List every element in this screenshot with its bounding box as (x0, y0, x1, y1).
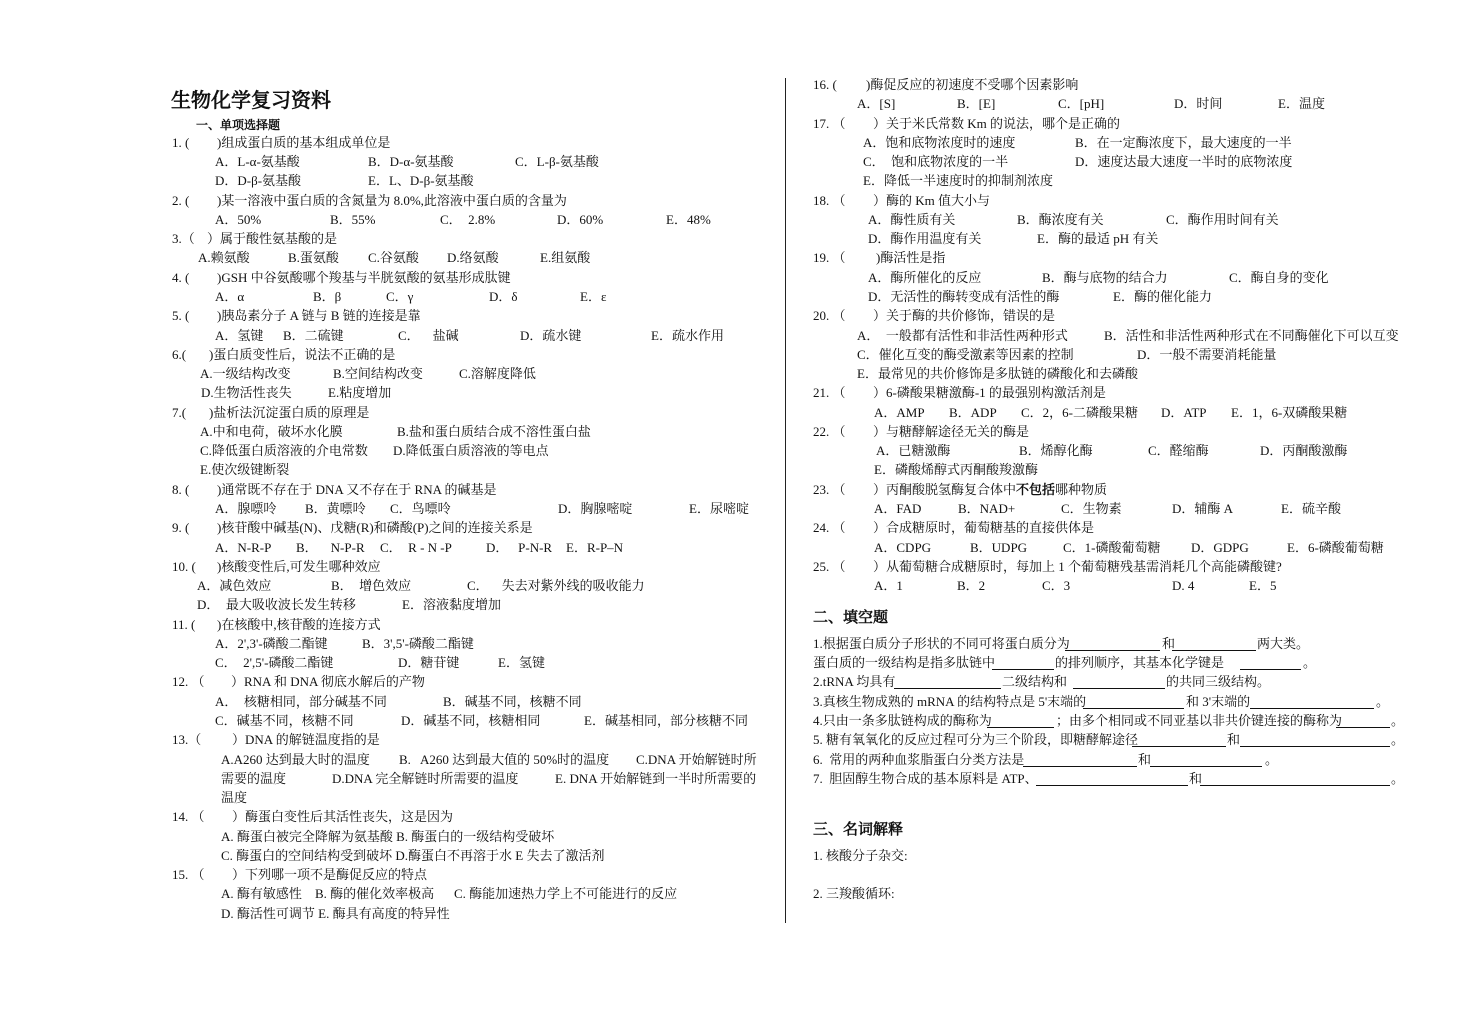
section-heading-terms: 三、名词解释 (813, 820, 904, 838)
answer-option: B．碱基不同，核糖不同 (443, 694, 582, 709)
question-stem-text: ）6-磷酸果糖激酶-1 的最强别构激活剂是 (873, 385, 1106, 400)
answer-option: B．酶浓度有关 (1017, 212, 1104, 227)
answer-option: B．2 (957, 578, 986, 593)
answer-option: E．最常见的共价修饰是多肽链的磷酸化和去磷酸 (857, 366, 1138, 381)
question-number: 20. （ (813, 308, 846, 323)
answer-option: E．酶的催化能力 (1113, 289, 1212, 304)
answer-option: E. DNA 开始解链到一半时所需要的 (555, 771, 757, 786)
fill-in-text: 3.真核生物成熟的 mRNA 的结构特点是 5'末端的 (813, 694, 1087, 709)
answer-option: A.A260 达到最大时的温度 (221, 752, 370, 767)
answer-option: C． 2.8% (440, 212, 496, 227)
question-number: 5. ( (172, 308, 190, 323)
answer-option: C． 盐碱 (398, 328, 459, 343)
question-stem-text: )通常既不存在于 DNA 又不存在于 RNA 的碱基是 (217, 482, 497, 497)
answer-option: A．饱和底物浓度时的速度 (863, 135, 1016, 150)
question-stem-text: ）DNA 的解链温度指的是 (232, 732, 380, 747)
answer-option: B．3',5'-磷酸二酯键 (362, 636, 474, 651)
answer-option: D. 酶活性可调节 E. 酶具有高度的特异性 (221, 906, 450, 921)
question-number: 13.（ (172, 732, 202, 747)
answer-option: E．5 (1249, 578, 1277, 593)
answer-option: A．α (215, 289, 245, 304)
answer-blank[interactable] (987, 713, 1054, 728)
question-stem (217, 270, 511, 286)
question-stem-text: )酶促反应的初速度不受哪个因素影响 (866, 77, 1079, 92)
answer-option: E．L、D-β-氨基酸 (368, 173, 474, 188)
answer-option: A.一级结构改变 (200, 366, 291, 381)
question-number: 4. ( (172, 270, 190, 285)
fill-in-text: 1.根据蛋白质分子形状的不同可将蛋白质分为 (813, 636, 1070, 651)
question-stem (209, 347, 395, 363)
answer-blank[interactable] (1073, 674, 1165, 689)
fill-in-text: 4.只由一条多肽链构成的酶称为 (813, 713, 992, 728)
question-stem (217, 482, 497, 498)
answer-option: D．辅酶 A (1172, 501, 1234, 516)
question-number: 15. （ (172, 867, 205, 882)
question-stem-text: ）酶蛋白变性后其活性丧失，这是因为 (232, 809, 454, 824)
answer-option: C．碱基不同，核糖不同 (215, 713, 354, 728)
answer-option: C．L-β-氨基酸 (515, 154, 599, 169)
answer-option: A．1 (874, 578, 903, 593)
question-stem-text: )核苷酸中碱基(N)、戊糖(R)和磷酸(P)之间的连接关系是 (217, 520, 533, 535)
fill-in-text: 。 (1265, 752, 1279, 767)
answer-option: B.空间结构改变 (333, 366, 423, 381)
question-stem (232, 809, 453, 825)
answer-option: C.降低蛋白质溶液的介电常数 (200, 443, 368, 458)
answer-option: E．酶的最适 pH 有关 (1037, 231, 1159, 246)
answer-option: D．无活性的酶转变成有活性的酶 (868, 289, 1060, 304)
answer-option: A. 酶蛋白被完全降解为氨基酸 B. 酶蛋白的一级结构受破坏 (221, 829, 555, 844)
answer-option: D． P-N-R (486, 540, 553, 555)
answer-blank[interactable] (992, 655, 1054, 670)
answer-option: A．FAD (874, 501, 922, 516)
fill-in-text: 6. 常用的两种血浆脂蛋白分类方法是 (813, 752, 1025, 767)
answer-option: A．氢键 (215, 328, 264, 343)
answer-option: A．CDPG (874, 540, 932, 555)
answer-blank[interactable] (1083, 694, 1184, 709)
question-stem (217, 135, 390, 151)
answer-option: B．55% (330, 212, 376, 227)
answer-option: E．磷酸烯醇式丙酮酸羧激酶 (874, 462, 1038, 477)
answer-option: A.中和电荷，破坏水化膜 (200, 424, 343, 439)
answer-option: E.使次级键断裂 (200, 462, 290, 477)
answer-option: D.DNA 完全解链时所需要的温度 (332, 771, 519, 786)
question-number: 18. （ (813, 193, 846, 208)
question-stem-text: )核酸变性后,可发生哪种效应 (217, 559, 381, 574)
question-stem (232, 732, 380, 748)
answer-option: A．N-R-P (215, 540, 272, 555)
question-stem-text: )组成蛋白质的基本组成单位是 (217, 135, 391, 150)
answer-option: B．黄嘌呤 (305, 501, 366, 516)
question-stem (217, 617, 381, 633)
question-stem-text: )盐析法沉淀蛋白质的原理是 (209, 405, 370, 420)
answer-option: E．R-P–N (566, 540, 624, 555)
answer-option: B. A260 达到最大值的 50%时的温度 (399, 752, 610, 767)
answer-option: B．烯醇化酶 (1019, 443, 1093, 458)
answer-option: B．ADP (949, 405, 997, 420)
fill-in-text: 和 3'末端的 (1186, 694, 1251, 709)
question-number: 2. ( (172, 193, 190, 208)
answer-option: E．温度 (1278, 96, 1325, 111)
answer-blank[interactable] (1200, 771, 1390, 786)
question-number: 24. （ (813, 520, 846, 535)
answer-option: C．酶作用时间有关 (1166, 212, 1279, 227)
answer-option: 温度 (221, 790, 248, 805)
question-number: 23. （ (813, 482, 846, 497)
answer-option: B．酶与底物的结合力 (1042, 270, 1168, 285)
fill-in-text: 和 (1162, 636, 1176, 651)
question-number: 8. ( (172, 482, 190, 497)
question-stem-text: )某一溶液中蛋白质的含氮量为 8.0%,此溶液中蛋白质的含量为 (217, 193, 567, 208)
answer-option: A.赖氨酸 (198, 250, 250, 265)
question-stem-text: ）下列哪一项不是酶促反应的特点 (232, 867, 428, 882)
question-number: 16. ( (813, 77, 837, 92)
question-number: 3.（ (172, 231, 195, 246)
answer-option: C． R - N -P (380, 540, 452, 555)
answer-option: E．6-磷酸葡萄糖 (1287, 540, 1384, 555)
answer-option: A. 酶有敏感性 (221, 886, 302, 901)
answer-option: A．酶所催化的反应 (868, 270, 982, 285)
fill-in-text: 的排列顺序，其基本化学键是 (1055, 655, 1225, 670)
answer-option: D．酶作用温度有关 (868, 231, 982, 246)
answer-option: D．丙酮酸激酶 (1260, 443, 1348, 458)
question-stem (873, 520, 1094, 536)
column-divider (785, 78, 786, 923)
answer-blank[interactable] (1023, 752, 1137, 767)
answer-option: B．[E] (957, 96, 996, 111)
answer-option: A．50% (215, 212, 262, 227)
answer-option: A．[S] (857, 96, 896, 111)
answer-option: A．腺嘌呤 (215, 501, 277, 516)
answer-option: B． N-P-R (296, 540, 365, 555)
fill-in-text: ；由多个相同或不同亚基以非共价键连接的酶称为 (1056, 713, 1343, 728)
answer-option: C.DNA 开始解链时所 (636, 752, 757, 767)
question-stem-text: ）合成糖原时，葡萄糖基的直接供体是 (873, 520, 1095, 535)
section-heading-choice: 一、单项选择题 (196, 118, 281, 132)
fill-in-text: 。 (1391, 771, 1405, 786)
answer-blank[interactable] (1336, 713, 1390, 728)
question-stem (873, 193, 990, 209)
answer-option: D．δ (489, 289, 518, 304)
answer-blank[interactable] (1240, 655, 1301, 670)
question-stem-text: 哪种物质 (1055, 482, 1108, 497)
answer-option: D．碱基不同，核糖相同 (401, 713, 541, 728)
answer-option: E.粘度增加 (328, 385, 392, 400)
fill-in-text: 5. 糖有氧氧化的反应过程可分为三个阶段，即糖酵解途径 (813, 732, 1139, 747)
fill-in-text: 。 (1376, 694, 1390, 709)
question-stem-text: ）从葡萄糖合成糖原时，每加上 1 个葡萄糖残基需消耗几个高能磷酸键? (873, 559, 1282, 574)
question-stem-text: )蛋白质变性后，说法不正确的是 (209, 347, 396, 362)
question-stem (207, 231, 337, 247)
question-number: 7.( (172, 405, 187, 420)
answer-option: D． 最大吸收波长发生转移 (197, 597, 356, 612)
question-number: 25. （ (813, 559, 846, 574)
question-number: 17. （ (813, 116, 846, 131)
question-stem (217, 559, 381, 575)
answer-option: B．在一定酶浓度下，最大速度的一半 (1075, 135, 1292, 150)
question-number: 10. ( (172, 559, 196, 574)
answer-option: D．胸腺嘧啶 (558, 501, 633, 516)
answer-option: D. 4 (1172, 578, 1195, 593)
answer-option: A．酶性质有关 (868, 212, 956, 227)
question-number: 11. ( (172, 617, 196, 632)
answer-option: B.蛋氨酸 (288, 250, 339, 265)
answer-option: A．L-α-氨基酸 (215, 154, 300, 169)
fill-in-text: 。 (1391, 713, 1405, 728)
question-stem-text: ）与糖酵解途径无关的酶是 (873, 424, 1030, 439)
question-stem-text: ）属于酸性氨基酸的是 (207, 231, 338, 246)
question-number: 14. （ (172, 809, 205, 824)
answer-option: D．60% (557, 212, 604, 227)
question-stem-text: ）丙酮酸脱氢酶复合体中 (873, 482, 1017, 497)
answer-option: D．GDPG (1191, 540, 1249, 555)
question-number: 22. （ (813, 424, 846, 439)
answer-option: C.溶解度降低 (459, 366, 536, 381)
fill-in-text: 。 (1391, 732, 1405, 747)
answer-option: B．β (313, 289, 342, 304)
answer-option: C．醛缩酶 (1148, 443, 1209, 458)
question-stem-text: )GSH 中谷氨酸哪个羧基与半胱氨酸的氨基形成肽键 (217, 270, 511, 285)
answer-option: C．催化互变的酶受激素等因素的控制 (857, 347, 1074, 362)
answer-option: E．尿嘧啶 (689, 501, 749, 516)
question-stem (217, 520, 533, 536)
answer-option: E．48% (666, 212, 711, 227)
answer-option: B．活性和非活性两种形式在不同酶催化下可以互变 (1104, 328, 1399, 343)
question-stem-text: )酶活性是指 (876, 250, 946, 265)
answer-option: C．γ (386, 289, 414, 304)
answer-blank[interactable] (1065, 636, 1160, 651)
question-number: 9. ( (172, 520, 190, 535)
answer-option: C． 饱和底物浓度的一半 (863, 154, 1009, 169)
question-stem-text: ）关于米氏常数 Km 的说法，哪个是正确的 (873, 116, 1121, 131)
answer-option: D．一般不需要消耗能量 (1137, 347, 1277, 362)
answer-option: B．二硫键 (283, 328, 344, 343)
answer-option: B． 增色效应 (331, 578, 412, 593)
answer-option: B. 酶的催化效率极高 (315, 886, 435, 901)
answer-option: A． 一般都有活性和非活性两种形式 (857, 328, 1068, 343)
answer-option: E．疏水作用 (651, 328, 724, 343)
question-stem (876, 250, 945, 266)
fill-in-text: 。 (1303, 655, 1317, 670)
answer-option: C． 失去对紫外线的吸收能力 (467, 578, 645, 593)
answer-option: C．酶自身的变化 (1229, 270, 1329, 285)
answer-option: C．3 (1042, 578, 1071, 593)
answer-blank[interactable] (1132, 732, 1226, 747)
fill-in-text: 蛋白质的一级结构是指多肽链中 (813, 655, 996, 670)
answer-option: A．已糖激酶 (876, 443, 951, 458)
answer-option: E．1，6-双磷酸果糖 (1231, 405, 1348, 420)
question-stem (873, 116, 1120, 132)
question-number: 19. （ (813, 250, 846, 265)
answer-blank[interactable] (1240, 732, 1390, 747)
answer-option: D．速度达最大速度一半时的底物浓度 (1075, 154, 1293, 169)
question-stem (873, 482, 1107, 499)
answer-option: A．减色效应 (197, 578, 272, 593)
question-stem-text: ）关于酶的共价修饰，错误的是 (873, 308, 1056, 323)
question-stem-text: ）酶的 Km 值大小与 (873, 193, 991, 208)
answer-blank[interactable] (1036, 771, 1188, 786)
fill-in-text: 7. 胆固醇生物合成的基本原料是 ATP、 (813, 771, 1038, 786)
question-stem (231, 674, 425, 690)
question-stem-text: )胰岛素分子 A 链与 B 链的连接是靠 (217, 308, 421, 323)
answer-option: D.生物活性丧失 (201, 385, 292, 400)
answer-option: E．氢键 (498, 655, 545, 670)
answer-option: E．ε (580, 289, 607, 304)
fill-in-text: 2.tRNA 均具有 (813, 674, 896, 689)
emphasis-text: 不包括 (1016, 483, 1056, 498)
term-item: 1. 核酸分子杂交: (813, 848, 908, 863)
fill-in-text: 和 (1227, 732, 1241, 747)
answer-option: C. 酶蛋白的空间结构受到破坏 D.酶蛋白不再溶于水 E 失去了激活剂 (221, 848, 605, 863)
answer-option: 需要的温度 (221, 771, 287, 786)
answer-blank[interactable] (894, 674, 1001, 689)
answer-blank[interactable] (1172, 636, 1256, 651)
answer-option: A．2',3'-磷酸二酯键 (215, 636, 328, 651)
answer-option: C．生物素 (1061, 501, 1122, 516)
document-title: 生物化学复习资料 (171, 88, 331, 112)
answer-option: D.络氨酸 (447, 250, 499, 265)
answer-option: E．溶液黏度增加 (402, 597, 501, 612)
answer-blank[interactable] (1250, 694, 1374, 709)
answer-option: C． 2',5'-磷酸二酯键 (215, 655, 334, 670)
answer-option: D．D-β-氨基酸 (215, 173, 302, 188)
question-stem-text: ）RNA 和 DNA 彻底水解后的产物 (231, 674, 425, 689)
answer-option: E．碱基相同，部分核糖不同 (584, 713, 748, 728)
fill-in-text: 和 (1189, 771, 1203, 786)
answer-blank[interactable] (1150, 752, 1262, 767)
fill-in-text: 二级结构和 (1002, 674, 1068, 689)
term-item: 2. 三羧酸循环: (813, 886, 895, 901)
question-number: 21. （ (813, 385, 846, 400)
question-number: 12. （ (172, 674, 205, 689)
question-stem (217, 308, 421, 324)
answer-option: B．UDPG (970, 540, 1028, 555)
answer-option: C．2，6-二磷酸果糖 (1021, 405, 1139, 420)
question-stem (866, 77, 1078, 93)
question-stem (873, 424, 1029, 440)
answer-option: E.组氨酸 (540, 250, 591, 265)
question-number: 6.( (172, 347, 187, 362)
answer-option: E．降低一半速度时的抑制剂浓度 (863, 173, 1053, 188)
fill-in-text: 的共同三级结构。 (1166, 674, 1271, 689)
question-stem (873, 559, 1282, 575)
question-stem (232, 867, 427, 883)
question-stem-text: )在核酸中,核苷酸的连接方式 (217, 617, 381, 632)
answer-option: D．疏水键 (520, 328, 582, 343)
question-stem (209, 405, 369, 421)
answer-option: B．D-α-氨基酸 (368, 154, 454, 169)
answer-option: C．[pH] (1058, 96, 1105, 111)
fill-in-text: 两大类。 (1257, 636, 1310, 651)
question-stem (873, 385, 1106, 401)
answer-option: B．NAD+ (958, 501, 1016, 516)
answer-option: C．1-磷酸葡萄糖 (1063, 540, 1161, 555)
fill-in-text: 和 (1138, 752, 1152, 767)
section-heading-fill: 二、填空题 (813, 608, 889, 626)
answer-option: E．硫辛酸 (1281, 501, 1341, 516)
answer-option: D．糖苷键 (398, 655, 460, 670)
question-stem (873, 308, 1055, 324)
answer-option: D．ATP (1161, 405, 1207, 420)
answer-option: C．鸟嘌呤 (390, 501, 451, 516)
answer-option: A． 核糖相同，部分碱基不同 (215, 694, 387, 709)
answer-option: B.盐和蛋白质结合成不溶性蛋白盐 (397, 424, 591, 439)
question-stem (217, 193, 567, 209)
question-number: 1. ( (172, 135, 190, 150)
answer-option: D.降低蛋白质溶液的等电点 (393, 443, 549, 458)
answer-option: A．AMP (874, 405, 925, 420)
answer-option: C.谷氨酸 (368, 250, 419, 265)
answer-option: D．时间 (1174, 96, 1223, 111)
answer-option: C. 酶能加速热力学上不可能进行的反应 (454, 886, 678, 901)
